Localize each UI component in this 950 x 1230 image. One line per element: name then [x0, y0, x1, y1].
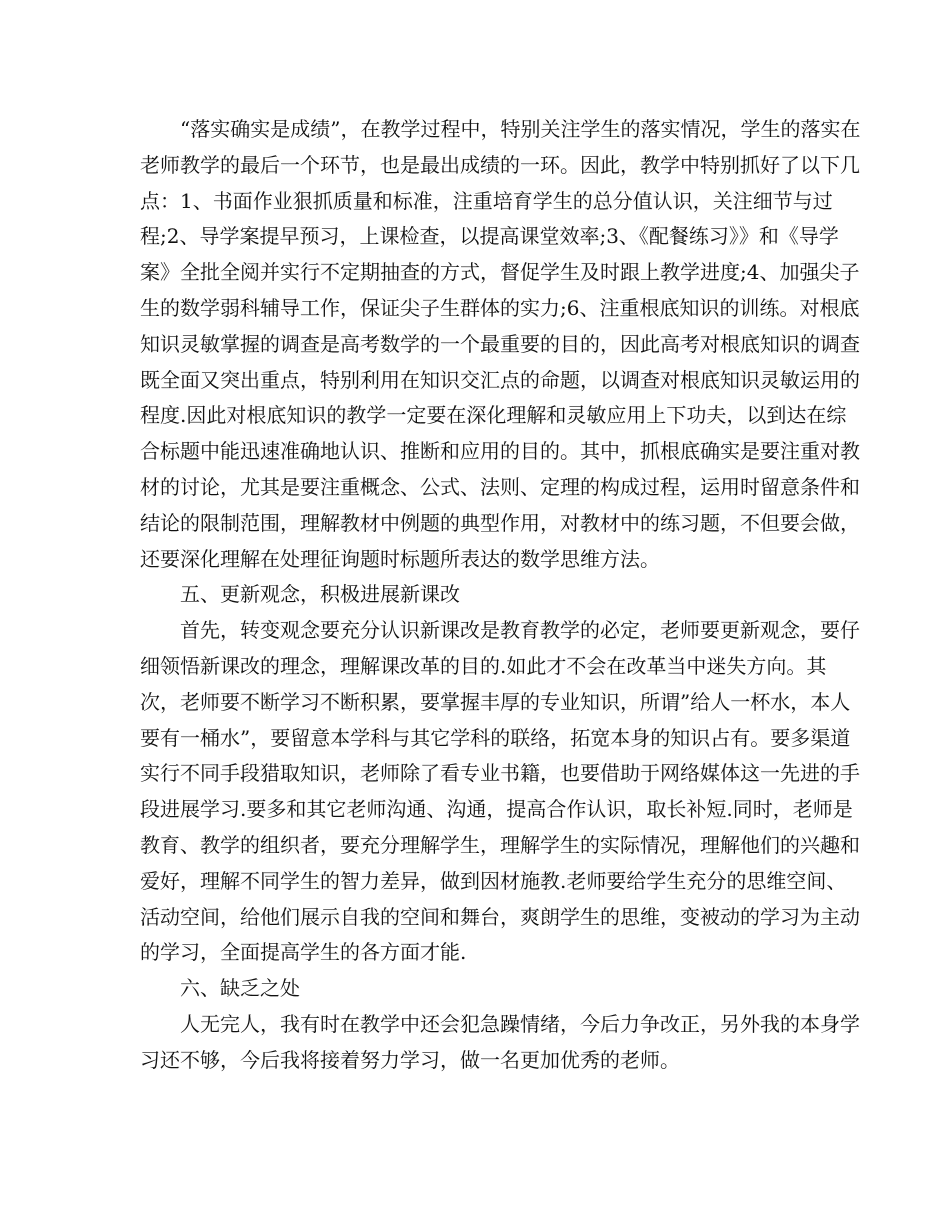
text-line: 活动空间，给他们展示自我的空间和舞台，爽朗学生的思维，变被动的学习为主动	[140, 904, 860, 929]
text-line: 老师教学的最后一个环节，也是最出成绩的一环。因此，教学中特别抓好了以下几	[140, 152, 860, 177]
section-heading-5: 五、更新观念，积极进展新课改	[180, 582, 460, 607]
text-line: 首先，转变观念要充分认识新课改是教育教学的必定，老师要更新观念，要仔	[180, 618, 860, 643]
text-line: 材的讨论，尤其是要注重概念、公式、法则、定理的构成过程，运用时留意条件和	[140, 474, 860, 499]
text-line: 教育、教学的组织者，要充分理解学生，理解学生的实际情况，理解他们的兴趣和	[140, 832, 860, 857]
paragraph-implementation	[140, 112, 861, 577]
text-line: 人无完人，我有时在教学中还会犯急躁情绪，今后力争改正，另外我的本身学	[180, 1011, 860, 1036]
text-line: 合标题中能迅速准确地认识、推断和应用的目的。其中，抓根底确实是要注重对教	[140, 439, 860, 464]
text-line: 段进展学习.要多和其它老师沟通、沟通，提高合作认识，取长补短.同时，老师是	[140, 797, 853, 822]
text-line: 还要深化理解在处理征询题时标题所表达的数学思维方法。	[140, 546, 660, 571]
text-line: 知识灵敏掌握的调查是高考数学的一个最重要的目的，因此高考对根底知识的调查	[140, 331, 860, 356]
text-line: 结论的限制范围，理解教材中例题的典型作用，对教材中的练习题，不但要会做，	[140, 510, 860, 535]
text-line: 要有一桶水”，要留意本学科与其它学科的联络，拓宽本身的知识占有。要多渠道	[140, 725, 851, 750]
text-line: 实行不同手段猎取知识，老师除了看专业书籍，也要借助于网络媒体这一先进的手	[140, 761, 860, 786]
text-line: 程;2、导学案提早预习，上课检查，以提高课堂效率;3、《配餐练习》》和《导学	[140, 224, 839, 249]
text-line: 习还不够，今后我将接着努力学习，做一名更加优秀的老师。	[140, 1047, 680, 1072]
text-line: 生的数学弱科辅导工作，保证尖子生群体的实力;6、注重根底知识的训练。对根底	[140, 295, 860, 320]
paragraph-new-curriculum	[140, 613, 860, 971]
text-line: 程度.因此对根底知识的教学一定要在深化理解和灵敏应用上下功夫，以到达在综	[140, 403, 847, 428]
text-line: 次，老师要不断学习不断积累，要掌握丰厚的专业知识，所谓”给人一杯水，本人	[140, 689, 851, 714]
text-line: “落实确实是成绩”，在教学过程中，特别关注学生的落实情况，学生的落实在	[180, 117, 861, 141]
section-heading-6: 六、缺乏之处	[180, 976, 300, 1001]
text-line: 的学习，全面提高学生的各方面才能.	[140, 940, 467, 965]
text-line: 既全面又突出重点，特别利用在知识交汇点的命题，以调查对根底知识灵敏运用的	[140, 367, 860, 392]
text-line: 点：1、书面作业狠抓质量和标准，注重培育学生的总分值认识，关注细节与过	[140, 188, 833, 213]
paragraph-shortcomings	[140, 1007, 860, 1079]
document-body	[140, 112, 861, 1079]
text-line: 细领悟新课改的理念，理解课改革的目的.如此才不会在改革当中迷失方向。其	[140, 653, 827, 678]
text-line: 案》全批全阅并实行不定期抽查的方式，督促学生及时跟上教学进度;4、加强尖子	[140, 260, 860, 285]
text-line: 爱好，理解不同学生的智力差异，做到因材施教.老师要给学生充分的思维空间、	[140, 868, 847, 893]
